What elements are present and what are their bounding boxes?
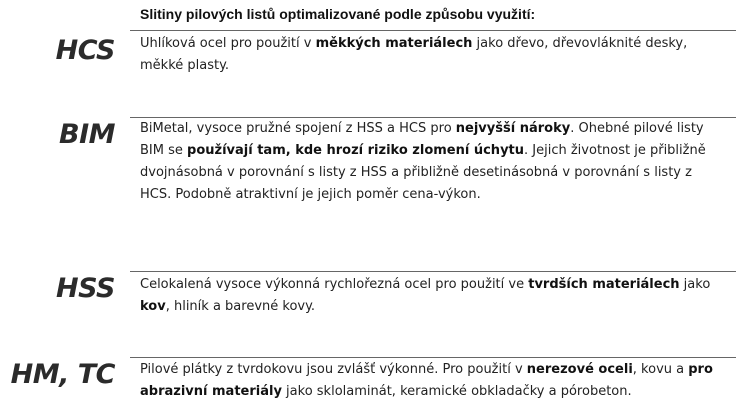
emphasis-text: měkkých materiálech bbox=[315, 36, 473, 51]
section-divider bbox=[130, 357, 736, 358]
section-description-hm-tc bbox=[140, 359, 722, 403]
section-label-hcs: HCS bbox=[55, 35, 115, 66]
body-text: . Jejich životnost je přibližně dvojnásobná v porovnání s listy z HSS a přibližně desetinásobná v porovnání s listy z HCS. Podobně atraktivní je jejich poměr cena-výkon. bbox=[140, 143, 706, 202]
body-text: , hliník a barevné kovy. bbox=[165, 299, 316, 314]
section-divider bbox=[130, 271, 736, 272]
body-text: Uhlíková ocel pro použití v bbox=[140, 36, 316, 51]
body-text: . Ohebné pilové listy BIM se bbox=[140, 121, 704, 158]
body-text: BiMetal, vysoce pružné spojení z HSS a HCS pro bbox=[140, 121, 456, 136]
emphasis-text: pro abrazivní materiály bbox=[140, 362, 713, 399]
emphasis-text: kov bbox=[140, 299, 166, 314]
section-label-hss: HSS bbox=[55, 273, 115, 304]
section-description-bim bbox=[140, 118, 722, 206]
section-description-hcs bbox=[140, 33, 722, 77]
section-label-bim: BIM bbox=[59, 119, 115, 150]
section-description-hss bbox=[140, 274, 722, 318]
emphasis-text: používají tam, kde hrozí riziko zlomení úchytu bbox=[187, 143, 525, 158]
body-text: , kovu a bbox=[632, 362, 689, 377]
body-text: jako dřevo, dřevovláknité desky, měkké plasty. bbox=[140, 36, 688, 73]
section-label-hm-tc: HM, TC bbox=[10, 359, 115, 390]
body-text: jako bbox=[679, 277, 711, 292]
emphasis-text: nerezové oceli bbox=[526, 362, 633, 377]
body-text: Celokalená vysoce výkonná rychlořezná ocel pro použití ve bbox=[140, 277, 529, 292]
emphasis-text: nejvyšší nároky bbox=[455, 121, 571, 136]
body-text: Pilové plátky z tvrdokovu jsou zvlášť výkonné. Pro použití v bbox=[140, 362, 527, 377]
body-text: jako sklolaminát, keramické obkladačky a pórobeton. bbox=[281, 384, 632, 399]
emphasis-text: tvrdších materiálech bbox=[528, 277, 680, 292]
section-divider bbox=[130, 30, 736, 31]
page-heading: Slitiny pilových listů optimalizované podle způsobu využití: bbox=[140, 6, 536, 22]
